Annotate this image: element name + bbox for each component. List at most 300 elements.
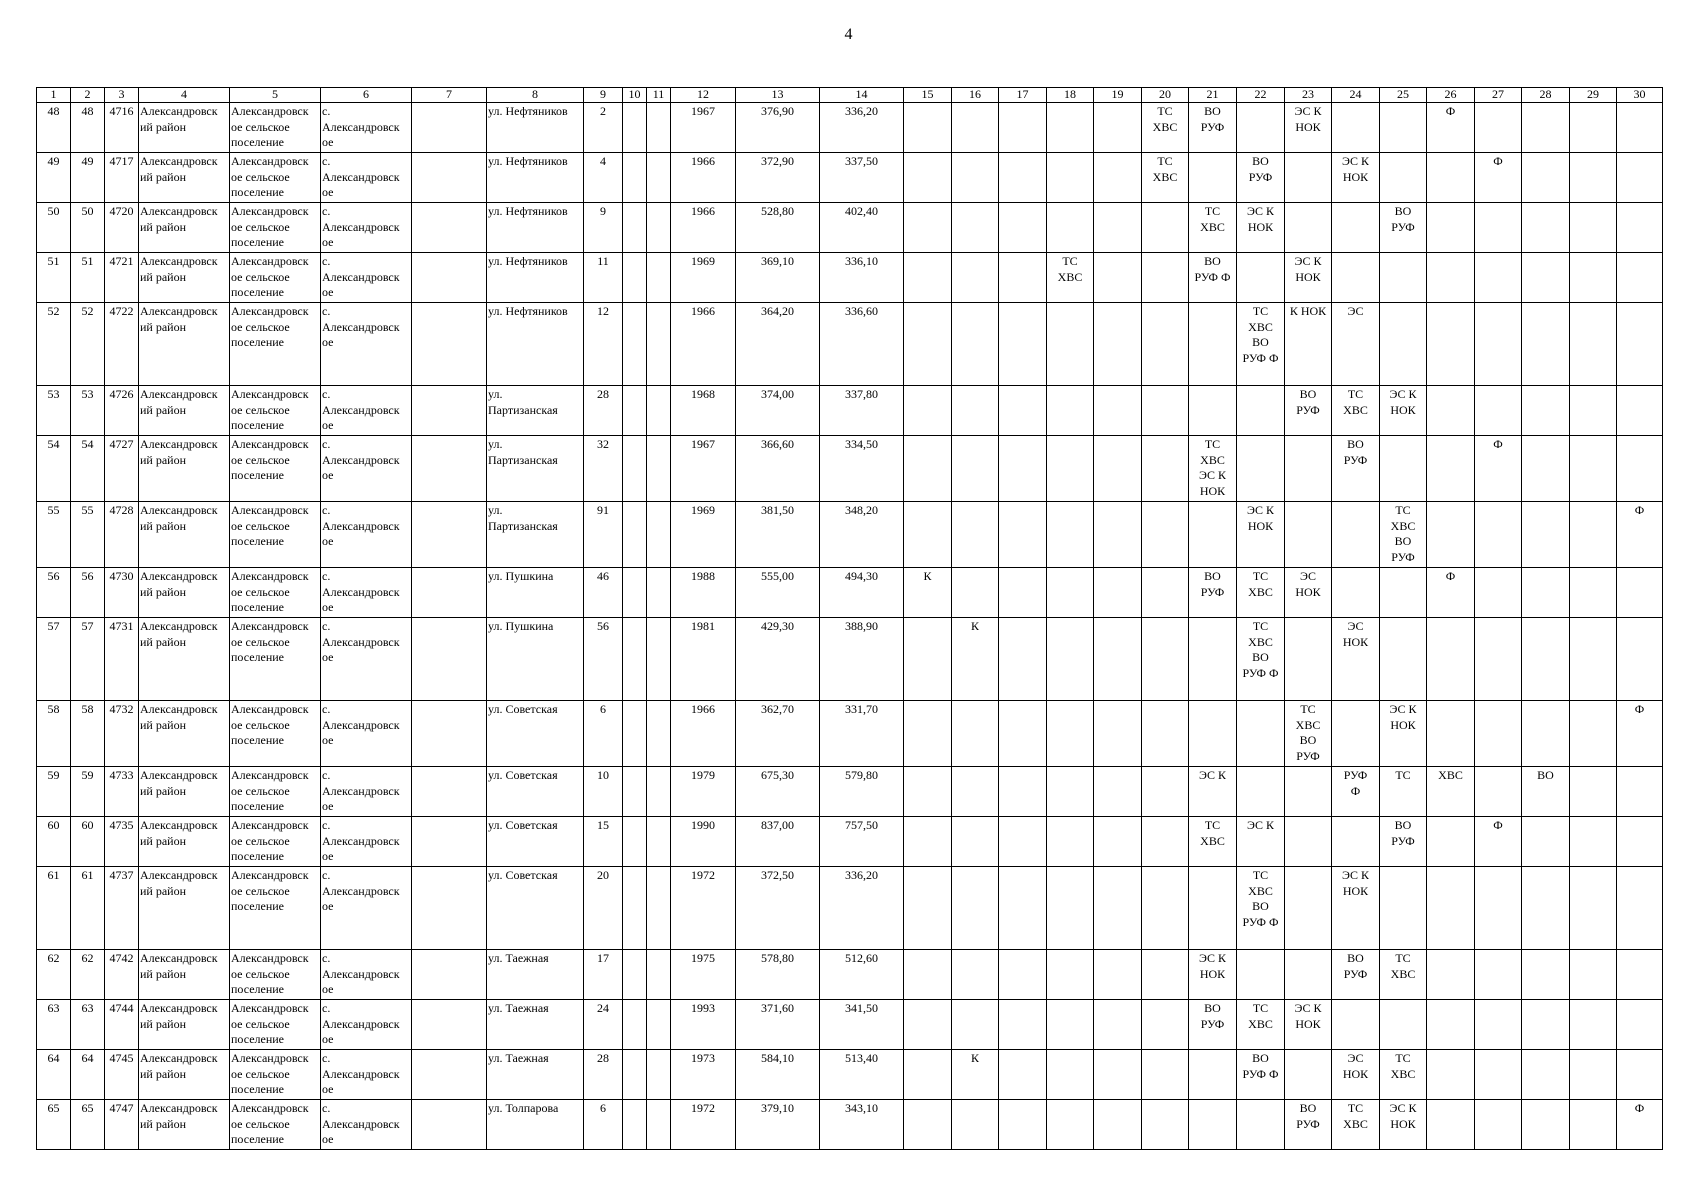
table-cell-col-6: с. Александровск ое — [321, 618, 412, 701]
table-cell-col-23 — [1285, 867, 1332, 950]
table-cell-col-1: 53 — [37, 386, 71, 436]
table-cell-col-27 — [1475, 386, 1522, 436]
column-number-21: 21 — [1189, 88, 1237, 103]
table-cell-col-2: 64 — [71, 1050, 105, 1100]
table-cell-col-1: 55 — [37, 502, 71, 568]
table-cell-col-6: с. Александровск ое — [321, 502, 412, 568]
table-cell-col-30 — [1617, 436, 1663, 502]
table-cell-col-27 — [1475, 103, 1522, 153]
column-number-27: 27 — [1475, 88, 1522, 103]
table-cell-col-19 — [1094, 817, 1142, 867]
table-cell-col-1: 57 — [37, 618, 71, 701]
table-cell-col-16 — [952, 867, 999, 950]
table-cell-col-20 — [1142, 436, 1189, 502]
table-cell-col-17 — [999, 950, 1047, 1000]
table-cell-col-27 — [1475, 701, 1522, 767]
table-cell-col-10 — [623, 618, 647, 701]
table-cell-col-29 — [1570, 1000, 1617, 1050]
table-row — [37, 203, 1663, 253]
table-cell-col-21: ВО РУФ — [1189, 1000, 1237, 1050]
table-cell-col-6: с. Александровск ое — [321, 1100, 412, 1150]
table-cell-col-16 — [952, 1000, 999, 1050]
table-cell-col-26 — [1427, 153, 1475, 203]
table-cell-col-14: 402,40 — [820, 203, 904, 253]
table-cell-col-12: 1969 — [671, 502, 736, 568]
table-cell-col-14: 343,10 — [820, 1100, 904, 1150]
table-cell-col-5: Александровск ое сельское поселение — [230, 436, 321, 502]
table-cell-col-12: 1966 — [671, 153, 736, 203]
table-cell-col-24 — [1332, 253, 1380, 303]
table-cell-col-10 — [623, 1100, 647, 1150]
table-cell-col-30 — [1617, 618, 1663, 701]
table-cell-col-26 — [1427, 1050, 1475, 1100]
table-cell-col-4: Александровск ий район — [139, 386, 230, 436]
table-cell-col-11 — [647, 103, 671, 153]
table-cell-col-13: 366,60 — [736, 436, 820, 502]
table-cell-col-28 — [1522, 867, 1570, 950]
table-cell-col-23 — [1285, 618, 1332, 701]
table-row — [37, 153, 1663, 203]
table-cell-col-23 — [1285, 436, 1332, 502]
table-cell-col-9: 6 — [584, 1100, 623, 1150]
table-cell-col-14: 512,60 — [820, 950, 904, 1000]
table-cell-col-6: с. Александровск ое — [321, 436, 412, 502]
table-cell-col-14: 331,70 — [820, 701, 904, 767]
table-cell-col-25 — [1380, 618, 1427, 701]
table-cell-col-26 — [1427, 203, 1475, 253]
table-cell-col-24: ЭС НОК — [1332, 618, 1380, 701]
table-cell-col-19 — [1094, 701, 1142, 767]
table-cell-col-12: 1972 — [671, 1100, 736, 1150]
table-cell-col-30 — [1617, 103, 1663, 153]
table-cell-col-16 — [952, 436, 999, 502]
table-cell-col-22: ЭС К НОК — [1237, 203, 1285, 253]
table-cell-col-13: 374,00 — [736, 386, 820, 436]
table-cell-col-10 — [623, 867, 647, 950]
table-cell-col-4: Александровск ий район — [139, 253, 230, 303]
table-cell-col-29 — [1570, 203, 1617, 253]
table-cell-col-29 — [1570, 950, 1617, 1000]
table-cell-col-13: 372,50 — [736, 867, 820, 950]
table-cell-col-3: 4733 — [105, 767, 139, 817]
table-cell-col-22: ВО РУФ Ф — [1237, 1050, 1285, 1100]
table-cell-col-10 — [623, 701, 647, 767]
table-cell-col-10 — [623, 1050, 647, 1100]
table-cell-col-19 — [1094, 767, 1142, 817]
table-cell-col-30 — [1617, 253, 1663, 303]
table-cell-col-19 — [1094, 386, 1142, 436]
table-cell-col-21 — [1189, 1050, 1237, 1100]
table-cell-col-19 — [1094, 1000, 1142, 1050]
table-cell-col-24: ЭС К НОК — [1332, 867, 1380, 950]
column-number-12: 12 — [671, 88, 736, 103]
table-cell-col-29 — [1570, 1100, 1617, 1150]
table-cell-col-25 — [1380, 103, 1427, 153]
table-cell-col-21: ТС ХВС — [1189, 817, 1237, 867]
table-cell-col-7 — [412, 203, 487, 253]
table-cell-col-15 — [904, 502, 952, 568]
table-cell-col-8: ул. Партизанская — [487, 502, 584, 568]
table-cell-col-3: 4735 — [105, 817, 139, 867]
table-cell-col-22: ТС ХВС ВО РУФ Ф — [1237, 867, 1285, 950]
table-cell-col-16 — [952, 817, 999, 867]
table-cell-col-6: с. Александровск ое — [321, 767, 412, 817]
table-cell-col-10 — [623, 950, 647, 1000]
column-number-28: 28 — [1522, 88, 1570, 103]
table-cell-col-4: Александровск ий район — [139, 1000, 230, 1050]
table-cell-col-25: ЭС К НОК — [1380, 1100, 1427, 1150]
table-cell-col-20 — [1142, 203, 1189, 253]
column-number-17: 17 — [999, 88, 1047, 103]
table-cell-col-23: ТС ХВС ВО РУФ — [1285, 701, 1332, 767]
table-cell-col-20 — [1142, 701, 1189, 767]
table-cell-col-29 — [1570, 867, 1617, 950]
table-cell-col-26 — [1427, 253, 1475, 303]
table-header-row — [37, 88, 1663, 103]
table-cell-col-2: 65 — [71, 1100, 105, 1150]
table-cell-col-15 — [904, 1000, 952, 1050]
table-cell-col-15 — [904, 1100, 952, 1150]
table-cell-col-2: 59 — [71, 767, 105, 817]
table-cell-col-24: ТС ХВС — [1332, 1100, 1380, 1150]
table-cell-col-14: 337,80 — [820, 386, 904, 436]
table-cell-col-16: К — [952, 618, 999, 701]
table-cell-col-20 — [1142, 767, 1189, 817]
table-cell-col-21 — [1189, 153, 1237, 203]
column-number-1: 1 — [37, 88, 71, 103]
table-cell-col-7 — [412, 253, 487, 303]
table-cell-col-26 — [1427, 950, 1475, 1000]
table-cell-col-1: 62 — [37, 950, 71, 1000]
table-cell-col-26 — [1427, 1100, 1475, 1150]
table-cell-col-28 — [1522, 153, 1570, 203]
table-cell-col-5: Александровск ое сельское поселение — [230, 817, 321, 867]
table-cell-col-12: 1968 — [671, 386, 736, 436]
table-cell-col-2: 50 — [71, 203, 105, 253]
table-cell-col-24 — [1332, 817, 1380, 867]
table-cell-col-8: ул. Партизанская — [487, 436, 584, 502]
table-cell-col-16 — [952, 701, 999, 767]
table-cell-col-18 — [1047, 303, 1094, 386]
table-cell-col-14: 494,30 — [820, 568, 904, 618]
column-number-10: 10 — [623, 88, 647, 103]
table-cell-col-5: Александровск ое сельское поселение — [230, 618, 321, 701]
table-cell-col-23 — [1285, 1050, 1332, 1100]
table-cell-col-14: 348,20 — [820, 502, 904, 568]
table-cell-col-8: ул. Советская — [487, 767, 584, 817]
table-cell-col-21 — [1189, 502, 1237, 568]
table-cell-col-21: ВО РУФ Ф — [1189, 253, 1237, 303]
table-cell-col-2: 54 — [71, 436, 105, 502]
table-cell-col-7 — [412, 1050, 487, 1100]
table-cell-col-2: 48 — [71, 103, 105, 153]
table-cell-col-29 — [1570, 502, 1617, 568]
table-cell-col-6: с. Александровск ое — [321, 701, 412, 767]
table-cell-col-10 — [623, 817, 647, 867]
table-cell-col-26 — [1427, 1000, 1475, 1050]
table-cell-col-16: К — [952, 1050, 999, 1100]
table-cell-col-29 — [1570, 253, 1617, 303]
table-cell-col-12: 1981 — [671, 618, 736, 701]
table-cell-col-30: Ф — [1617, 1100, 1663, 1150]
table-cell-col-17 — [999, 817, 1047, 867]
table-cell-col-9: 56 — [584, 618, 623, 701]
table-cell-col-11 — [647, 502, 671, 568]
table-cell-col-5: Александровск ое сельское поселение — [230, 1100, 321, 1150]
table-cell-col-26: Ф — [1427, 568, 1475, 618]
table-cell-col-7 — [412, 568, 487, 618]
table-cell-col-14: 337,50 — [820, 153, 904, 203]
table-cell-col-10 — [623, 153, 647, 203]
table-cell-col-30 — [1617, 767, 1663, 817]
table-cell-col-21 — [1189, 701, 1237, 767]
table-cell-col-3: 4722 — [105, 303, 139, 386]
table-cell-col-27 — [1475, 303, 1522, 386]
table-cell-col-28 — [1522, 618, 1570, 701]
table-cell-col-20: ТС ХВС — [1142, 103, 1189, 153]
table-cell-col-7 — [412, 436, 487, 502]
table-cell-col-23 — [1285, 502, 1332, 568]
table-cell-col-8: ул. Нефтяников — [487, 303, 584, 386]
table-cell-col-9: 28 — [584, 1050, 623, 1100]
table-cell-col-18 — [1047, 386, 1094, 436]
table-cell-col-9: 12 — [584, 303, 623, 386]
table-cell-col-18: ТС ХВС — [1047, 253, 1094, 303]
table-cell-col-7 — [412, 618, 487, 701]
table-cell-col-2: 49 — [71, 153, 105, 203]
table-cell-col-19 — [1094, 568, 1142, 618]
table-cell-col-26 — [1427, 618, 1475, 701]
table-cell-col-25: ТС — [1380, 767, 1427, 817]
table-cell-col-30 — [1617, 203, 1663, 253]
table-cell-col-10 — [623, 386, 647, 436]
table-cell-col-6: с. Александровск ое — [321, 817, 412, 867]
table-cell-col-8: ул. Нефтяников — [487, 203, 584, 253]
table-cell-col-28 — [1522, 568, 1570, 618]
column-number-5: 5 — [230, 88, 321, 103]
table-cell-col-7 — [412, 502, 487, 568]
table-cell-col-1: 58 — [37, 701, 71, 767]
table-cell-col-22 — [1237, 701, 1285, 767]
table-cell-col-26 — [1427, 502, 1475, 568]
table-cell-col-27 — [1475, 502, 1522, 568]
table-cell-col-23: ЭС К НОК — [1285, 1000, 1332, 1050]
table-cell-col-3: 4728 — [105, 502, 139, 568]
table-cell-col-19 — [1094, 103, 1142, 153]
table-cell-col-21 — [1189, 386, 1237, 436]
table-cell-col-24 — [1332, 701, 1380, 767]
table-cell-col-18 — [1047, 701, 1094, 767]
table-cell-col-22 — [1237, 767, 1285, 817]
column-number-26: 26 — [1427, 88, 1475, 103]
table-cell-col-29 — [1570, 618, 1617, 701]
table-cell-col-17 — [999, 1050, 1047, 1100]
table-cell-col-13: 429,30 — [736, 618, 820, 701]
table-cell-col-25 — [1380, 1000, 1427, 1050]
table-cell-col-8: ул. Партизанская — [487, 386, 584, 436]
table-cell-col-30 — [1617, 386, 1663, 436]
table-cell-col-27 — [1475, 1100, 1522, 1150]
table-cell-col-21 — [1189, 1100, 1237, 1150]
table-cell-col-30 — [1617, 303, 1663, 386]
table-cell-col-4: Александровск ий район — [139, 767, 230, 817]
table-cell-col-9: 15 — [584, 817, 623, 867]
table-cell-col-24 — [1332, 502, 1380, 568]
table-cell-col-26 — [1427, 867, 1475, 950]
table-cell-col-1: 63 — [37, 1000, 71, 1050]
table-cell-col-2: 56 — [71, 568, 105, 618]
table-cell-col-10 — [623, 253, 647, 303]
table-cell-col-13: 675,30 — [736, 767, 820, 817]
table-cell-col-22 — [1237, 253, 1285, 303]
table-cell-col-13: 837,00 — [736, 817, 820, 867]
table-cell-col-16 — [952, 1100, 999, 1150]
table-cell-col-13: 578,80 — [736, 950, 820, 1000]
table-cell-col-5: Александровск ое сельское поселение — [230, 1000, 321, 1050]
table-cell-col-12: 1967 — [671, 436, 736, 502]
table-cell-col-13: 371,60 — [736, 1000, 820, 1050]
column-number-14: 14 — [820, 88, 904, 103]
table-cell-col-23 — [1285, 203, 1332, 253]
table-cell-col-19 — [1094, 153, 1142, 203]
table-cell-col-16 — [952, 767, 999, 817]
table-cell-col-13: 381,50 — [736, 502, 820, 568]
table-cell-col-26 — [1427, 817, 1475, 867]
table-cell-col-22 — [1237, 436, 1285, 502]
table-cell-col-9: 9 — [584, 203, 623, 253]
table-cell-col-25: ЭС К НОК — [1380, 701, 1427, 767]
table-cell-col-2: 53 — [71, 386, 105, 436]
table-cell-col-15 — [904, 386, 952, 436]
table-cell-col-9: 6 — [584, 701, 623, 767]
table-cell-col-22: ТС ХВС — [1237, 568, 1285, 618]
table-cell-col-16 — [952, 502, 999, 568]
table-cell-col-4: Александровск ий район — [139, 817, 230, 867]
table-cell-col-16 — [952, 386, 999, 436]
table-row — [37, 817, 1663, 867]
table-cell-col-26 — [1427, 436, 1475, 502]
table-row — [37, 1050, 1663, 1100]
table-cell-col-24: РУФ Ф — [1332, 767, 1380, 817]
table-cell-col-20 — [1142, 817, 1189, 867]
table-row — [37, 1100, 1663, 1150]
table-cell-col-2: 52 — [71, 303, 105, 386]
table-cell-col-4: Александровск ий район — [139, 950, 230, 1000]
table-cell-col-3: 4731 — [105, 618, 139, 701]
table-cell-col-18 — [1047, 817, 1094, 867]
table-cell-col-1: 49 — [37, 153, 71, 203]
table-cell-col-21 — [1189, 303, 1237, 386]
table-cell-col-22: ТС ХВС ВО РУФ Ф — [1237, 618, 1285, 701]
table-cell-col-4: Александровск ий район — [139, 153, 230, 203]
column-number-6: 6 — [321, 88, 412, 103]
table-cell-col-14: 341,50 — [820, 1000, 904, 1050]
table-cell-col-17 — [999, 568, 1047, 618]
table-cell-col-2: 55 — [71, 502, 105, 568]
table-cell-col-13: 584,10 — [736, 1050, 820, 1100]
table-cell-col-22: ВО РУФ — [1237, 153, 1285, 203]
table-cell-col-6: с. Александровск ое — [321, 153, 412, 203]
table-cell-col-8: ул. Советская — [487, 817, 584, 867]
table-row — [37, 436, 1663, 502]
table-cell-col-5: Александровск ое сельское поселение — [230, 502, 321, 568]
table-cell-col-23: ЭС К НОК — [1285, 103, 1332, 153]
table-cell-col-25: ТС ХВС ВО РУФ — [1380, 502, 1427, 568]
table-cell-col-14: 334,50 — [820, 436, 904, 502]
table-cell-col-1: 61 — [37, 867, 71, 950]
table-cell-col-25: ВО РУФ — [1380, 203, 1427, 253]
table-cell-col-11 — [647, 436, 671, 502]
table-cell-col-19 — [1094, 950, 1142, 1000]
table-cell-col-15 — [904, 303, 952, 386]
table-cell-col-23: К НОК — [1285, 303, 1332, 386]
table-cell-col-29 — [1570, 103, 1617, 153]
table-cell-col-15 — [904, 436, 952, 502]
table-cell-col-12: 1969 — [671, 253, 736, 303]
table-cell-col-2: 57 — [71, 618, 105, 701]
table-cell-col-25: ВО РУФ — [1380, 817, 1427, 867]
table-cell-col-12: 1988 — [671, 568, 736, 618]
table-cell-col-9: 91 — [584, 502, 623, 568]
table-cell-col-2: 61 — [71, 867, 105, 950]
table-cell-col-5: Александровск ое сельское поселение — [230, 767, 321, 817]
table-cell-col-1: 56 — [37, 568, 71, 618]
table-cell-col-13: 372,90 — [736, 153, 820, 203]
table-cell-col-18 — [1047, 436, 1094, 502]
table-cell-col-3: 4737 — [105, 867, 139, 950]
table-cell-col-1: 54 — [37, 436, 71, 502]
table-cell-col-4: Александровск ий район — [139, 1050, 230, 1100]
table-cell-col-28 — [1522, 386, 1570, 436]
table-cell-col-4: Александровск ий район — [139, 701, 230, 767]
table-cell-col-8: ул. Советская — [487, 701, 584, 767]
table-cell-col-3: 4720 — [105, 203, 139, 253]
table-cell-col-5: Александровск ое сельское поселение — [230, 153, 321, 203]
table-cell-col-7 — [412, 153, 487, 203]
table-cell-col-18 — [1047, 867, 1094, 950]
table-cell-col-28 — [1522, 103, 1570, 153]
table-cell-col-18 — [1047, 950, 1094, 1000]
table-cell-col-1: 59 — [37, 767, 71, 817]
table-cell-col-5: Александровск ое сельское поселение — [230, 303, 321, 386]
table-cell-col-21: ТС ХВС — [1189, 203, 1237, 253]
table-cell-col-28 — [1522, 817, 1570, 867]
table-cell-col-8: ул. Пушкина — [487, 568, 584, 618]
table-cell-col-25 — [1380, 153, 1427, 203]
table-row — [37, 701, 1663, 767]
table-cell-col-14: 513,40 — [820, 1050, 904, 1100]
table-cell-col-5: Александровск ое сельское поселение — [230, 1050, 321, 1100]
table-cell-col-7 — [412, 817, 487, 867]
table-cell-col-13: 362,70 — [736, 701, 820, 767]
table-cell-col-12: 1966 — [671, 701, 736, 767]
table-cell-col-2: 60 — [71, 817, 105, 867]
table-cell-col-1: 52 — [37, 303, 71, 386]
table-cell-col-21 — [1189, 618, 1237, 701]
table-cell-col-30: Ф — [1617, 502, 1663, 568]
table-cell-col-7 — [412, 1100, 487, 1150]
table-cell-col-16 — [952, 103, 999, 153]
column-number-20: 20 — [1142, 88, 1189, 103]
table-cell-col-17 — [999, 1100, 1047, 1150]
table-cell-col-10 — [623, 103, 647, 153]
table-cell-col-4: Александровск ий район — [139, 502, 230, 568]
table-cell-col-15 — [904, 153, 952, 203]
table-cell-col-20 — [1142, 950, 1189, 1000]
table-cell-col-26 — [1427, 386, 1475, 436]
table-cell-col-10 — [623, 767, 647, 817]
page-number: 4 — [844, 26, 853, 43]
